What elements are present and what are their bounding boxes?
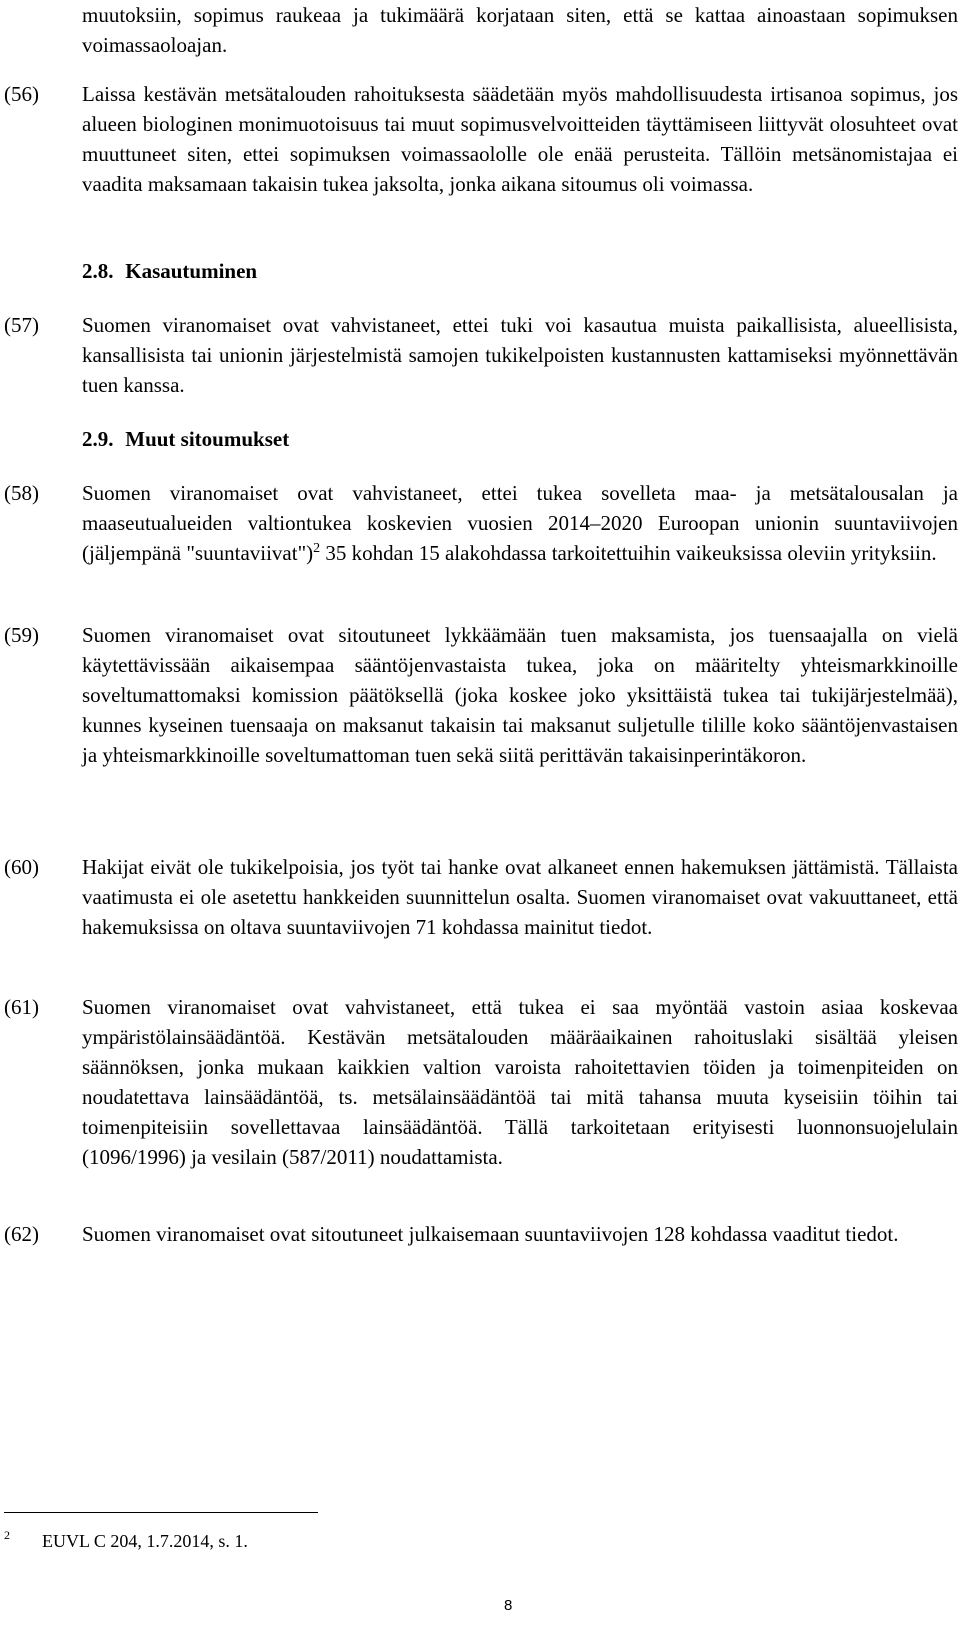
paragraph-text: Laissa kestävän metsätalouden rahoituksesta säädetään myös mahdollisuudesta irtisanoa sopimus, jos alueen biologinen monimuotoisuus tai muut sopimusvelvoitteiden täyttämiseen liittyvät olosuhteet ovat muuttuneet siten, ettei sopimuksen voimassaololle ole enää perusteita. Tällöin metsänomistajaa ei vaadita maksamaan takaisin tukea jaksolta, jonka aikana sitoumus oli voimassa. [82, 82, 958, 196]
heading-title: Kasautuminen [125, 259, 258, 283]
footnote-text: EUVL C 204, 1.7.2014, s. 1. [42, 1531, 248, 1551]
paragraph-number: (57) [4, 313, 39, 337]
paragraph-text-part: Suomen viranomaiset ovat vahvistaneet, ettei tukea sovelleta maa- ja metsätalousalan ja maaseutualueiden valtiontukea koskevien vuosien 2014–2020 Euroopan unionin suuntaviivojen (jäljempänä "suuntaviivat") [82, 481, 958, 565]
footnote-mark: 2 [4, 1528, 10, 1542]
paragraph-58 [0, 478, 960, 568]
paragraph-number: (61) [4, 995, 39, 1019]
paragraph-number: (58) [4, 481, 39, 505]
paragraph-60 [0, 852, 960, 942]
heading-number: 2.8. [82, 259, 114, 283]
paragraph-62 [0, 1219, 960, 1249]
paragraph-text-part: 35 kohdan 15 alakohdassa tarkoitettuihin vaikeuksissa oleviin yrityksiin. [320, 541, 937, 565]
paragraph-number: (59) [4, 623, 39, 647]
paragraph-continuation [0, 0, 960, 60]
paragraph-text: muutoksiin, sopimus raukeaa ja tukimäärä korjataan siten, että se kattaa ainoastaan sopimuksen voimassaoloajan. [82, 3, 958, 57]
paragraph-text: Hakijat eivät ole tukikelpoisia, jos työt tai hanke ovat alkaneet ennen hakemuksen jättämistä. Tällaista vaatimusta ei ole asetettu hankkeiden suunnittelun osalta. Suomen viranomaiset ovat vakuuttaneet, että hakemuksissa on oltava suuntaviivojen 71 kohdassa mainitut tiedot. [82, 855, 958, 939]
paragraph-61 [0, 992, 960, 1172]
paragraph-number: (60) [4, 855, 39, 879]
paragraph-text [82, 478, 958, 568]
paragraph-number: (56) [4, 82, 39, 106]
footnote-separator [4, 1512, 318, 1513]
paragraph-text: Suomen viranomaiset ovat sitoutuneet julkaisemaan suuntaviivojen 128 kohdassa vaaditut tiedot. [82, 1222, 899, 1246]
page-number: 8 [504, 1597, 513, 1614]
paragraph-text: Suomen viranomaiset ovat sitoutuneet lykkäämään tuen maksamista, jos tuensaajalla on vielä käytettävissään aikaisempaa sääntöjenvastaista tukea, joka on määritelty yhteismarkkinoille soveltumattomaksi komission päätöksellä (joka koskee joko yksittäistä tukea tai tukijärjestelmää), kunnes kyseinen tuensaaja on maksanut takaisin tai maksanut suljetulle tilille koko sääntöjenvastaisen ja yhteismarkkinoille soveltumattoman tuen sekä siitä perittävän takaisinperintäkoron. [82, 623, 958, 767]
paragraph-57 [0, 310, 960, 400]
section-heading-2-9 [82, 424, 289, 454]
paragraph-59 [0, 620, 960, 770]
paragraph-number: (62) [4, 1222, 39, 1246]
section-heading-2-8 [82, 256, 257, 286]
paragraph-56 [0, 79, 960, 199]
footnote [4, 1528, 248, 1556]
footnote-reference[interactable]: 2 [313, 541, 321, 556]
heading-number: 2.9. [82, 427, 114, 451]
heading-title: Muut sitoumukset [125, 427, 290, 451]
paragraph-text: Suomen viranomaiset ovat vahvistaneet, että tukea ei saa myöntää vastoin asiaa koskevaa ympäristölainsäädäntöä. Kestävän metsätalouden määräaikainen rahoituslaki sisältää yleisen säännöksen, jonka mukaan kaikkien valtion varoista rahoitettavien töiden ja toimenpiteiden on noudatettava lainsäädäntöä, ts. metsälainsäädäntöä tai mitä tahansa muuta kyseisiin töihin tai toimenpiteisiin sovellettavaa lainsäädäntöä. Tällä tarkoitetaan erityisesti luonnonsuojelulain (1096/1996) ja vesilain (587/2011) noudattamista. [82, 995, 958, 1169]
paragraph-text: Suomen viranomaiset ovat vahvistaneet, ettei tuki voi kasautua muista paikallisista, alueellisista, kansallisista tai unionin järjestelmistä samojen tukikelpoisten kustannusten kattamiseksi myönnettävän tuen kanssa. [82, 313, 958, 397]
